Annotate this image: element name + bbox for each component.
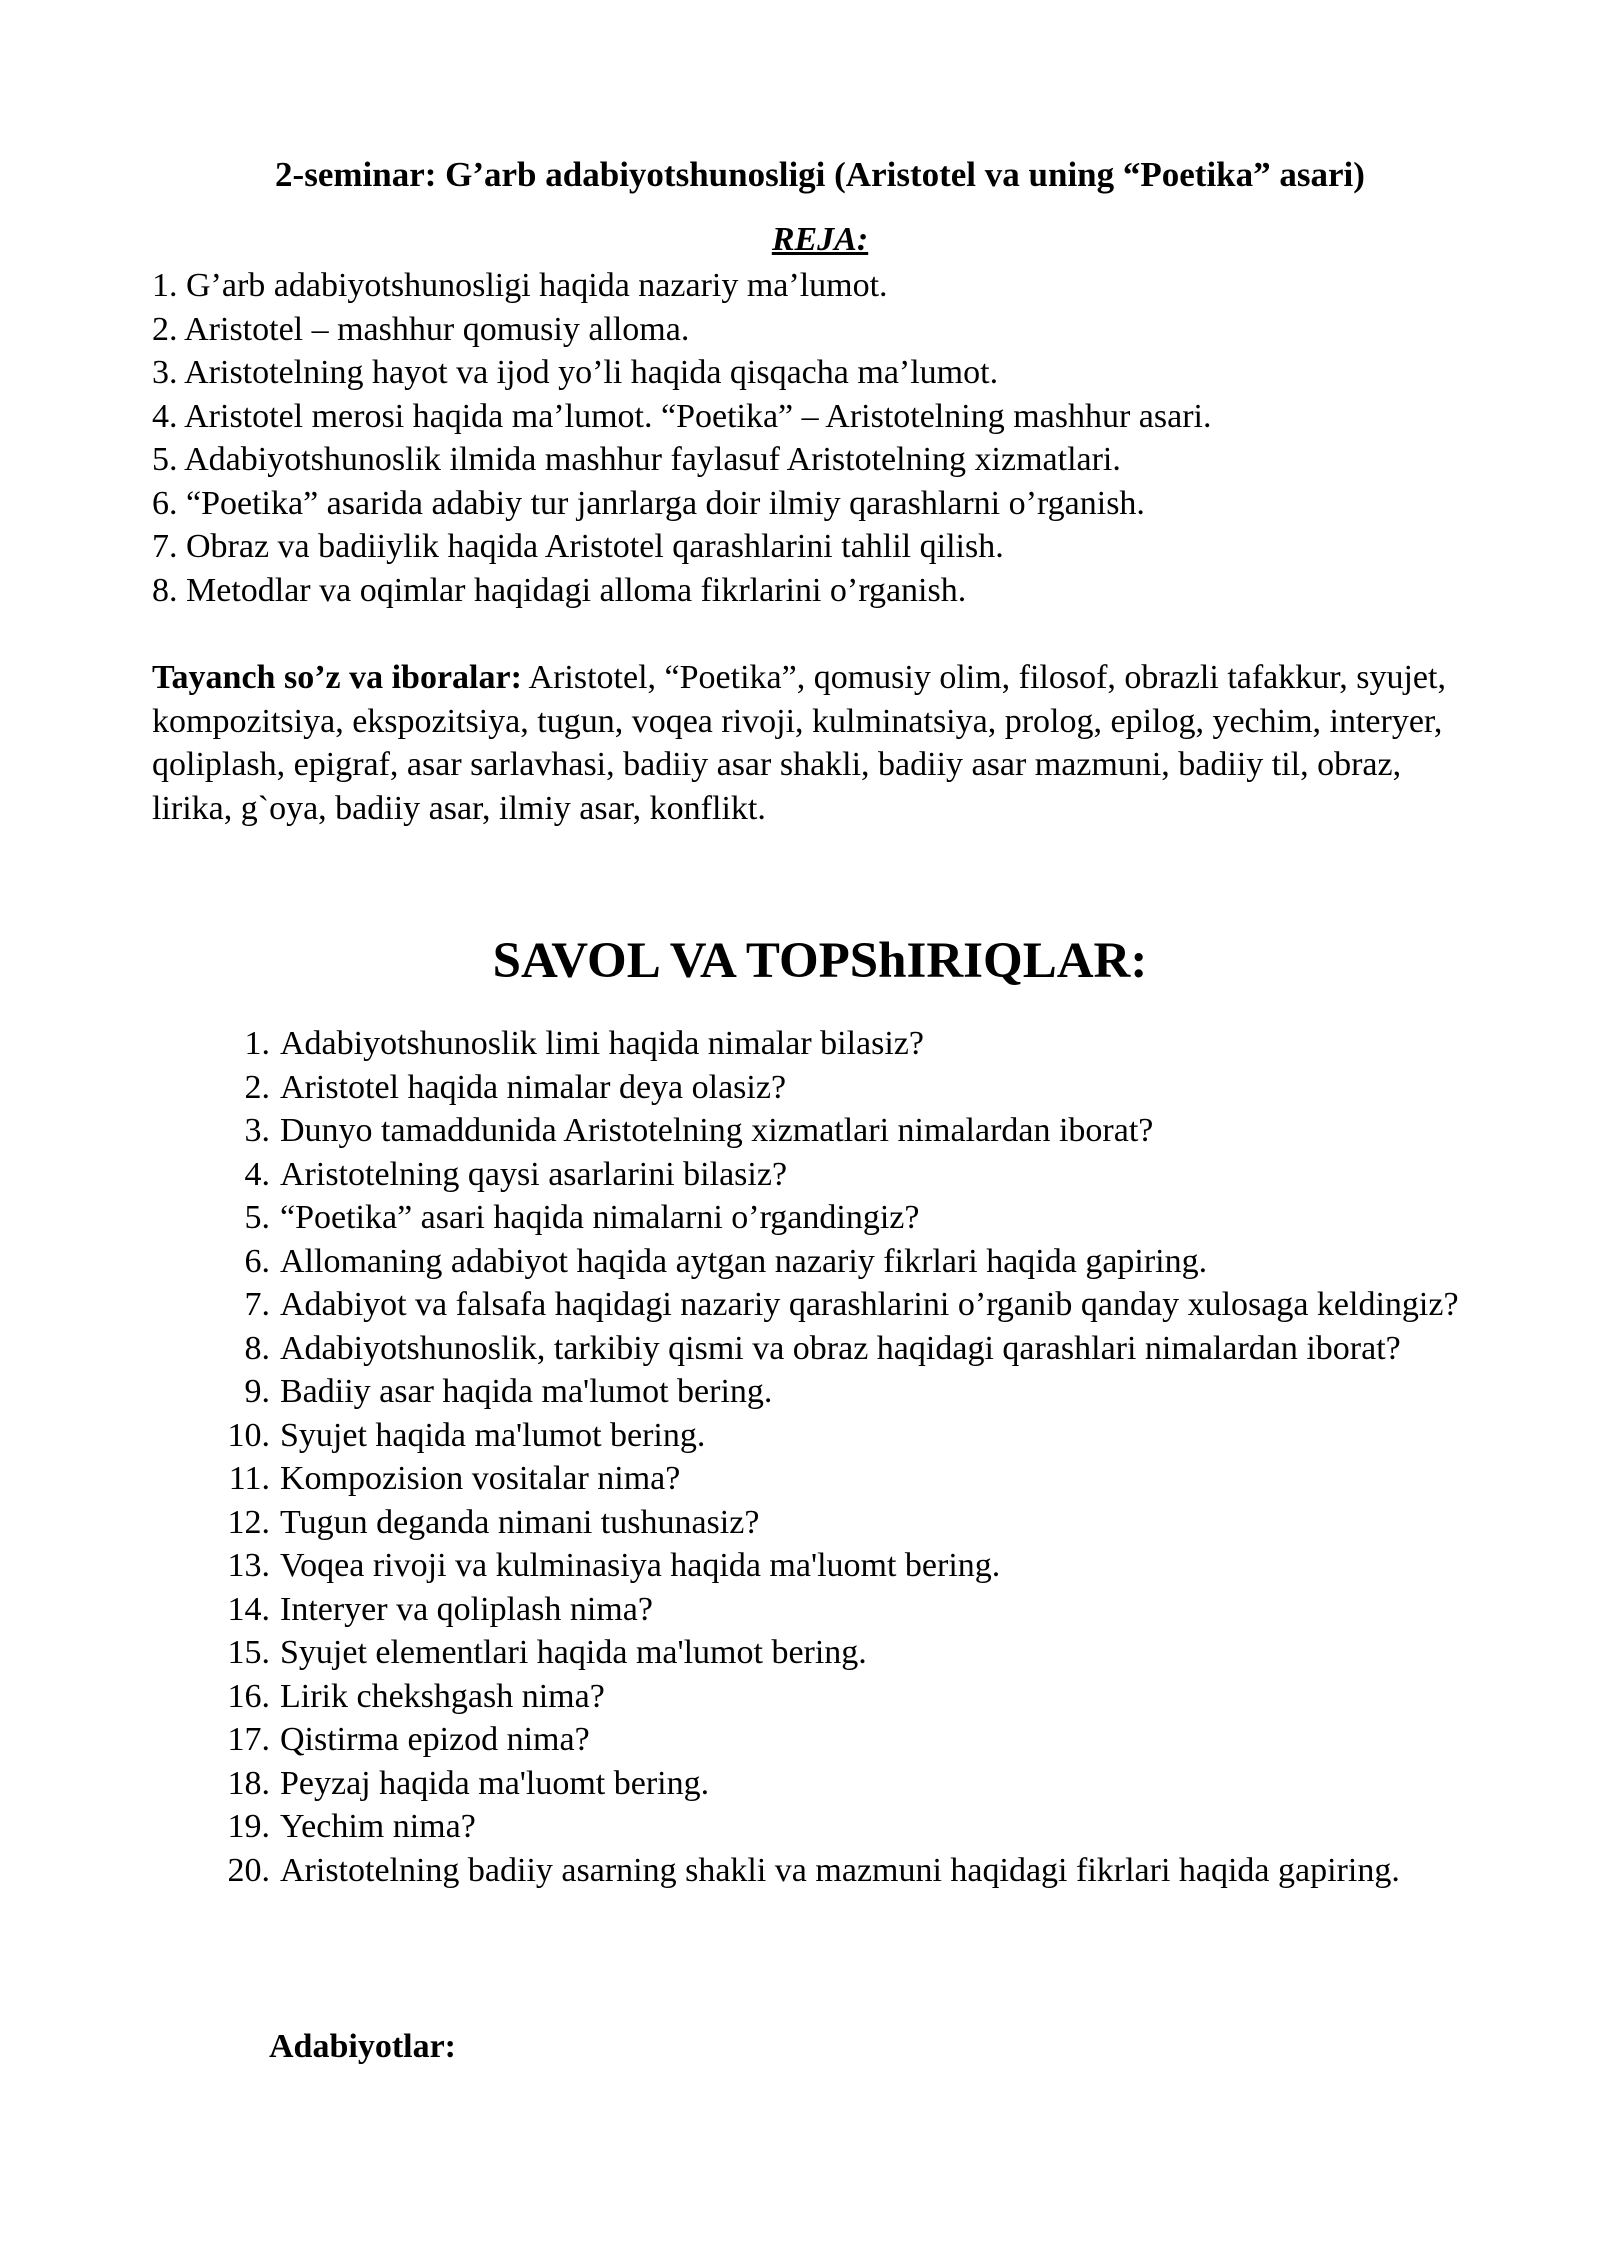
plan-item-text: G’arb adabiyotshunosligi haqida nazariy ma’lumot. <box>186 267 888 304</box>
task-text: Badiiy asar haqida ma'lumot bering. <box>280 1373 773 1410</box>
task-text: Voqea rivoji va kulminasiya haqida ma'luomt bering. <box>280 1547 1001 1584</box>
task-number: 14. <box>227 1590 270 1628</box>
plan-item <box>152 438 1211 482</box>
plan-item-number: 2. <box>152 310 178 348</box>
plan-item <box>152 351 1211 395</box>
plan-item-text: Aristotel – mashhur qomusiy alloma. <box>184 310 690 348</box>
plan-item <box>152 525 1211 569</box>
plan-item-text: “Poetika” asarida adabiy tur janrlarga doir ilmiy qarashlarni o’rganish. <box>186 484 1145 522</box>
task-text: Adabiyotshunoslik limi haqida nimalar bilasiz? <box>280 1025 924 1062</box>
plan-item-number: 1. <box>152 267 178 304</box>
plan-item-text: Adabiyotshunoslik ilmida mashhur faylasuf Aristotelning xizmatlari. <box>184 441 1121 478</box>
task-text: Dunyo tamaddunida Aristotelning xizmatlari nimalardan iborat? <box>280 1112 1154 1149</box>
plan-item <box>152 395 1211 439</box>
task-text: Adabiyot va falsafa haqidagi nazariy qarashlarini o’rganib qanday xulosaga keldingiz? <box>280 1286 1459 1323</box>
task-item <box>212 1718 1488 1762</box>
task-item <box>212 1544 1488 1588</box>
task-item <box>212 1414 1488 1458</box>
task-number: 19. <box>227 1808 270 1845</box>
task-text: Aristotelning qaysi asarlarini bilasiz? <box>280 1155 788 1193</box>
task-number: 5. <box>244 1199 270 1236</box>
task-number: 2. <box>244 1068 270 1106</box>
task-item <box>212 1501 1488 1545</box>
keywords-label: Tayanch so’z va iboralar: <box>152 659 522 696</box>
task-item <box>212 1066 1488 1110</box>
references-heading: Adabiyotlar: <box>269 2028 456 2065</box>
task-item <box>212 1196 1488 1240</box>
task-item <box>212 1457 1488 1501</box>
task-number: 11. <box>228 1460 270 1497</box>
keywords-text: Aristotel, “Poetika”, qomusiy olim, filosof, obrazli tafakkur, syujet, kompozitsiya, ekspozitsiya, tugun, voqea rivoji, kulminatsiya, prolog, epilog, yechim, interyer, qoliplash, epigraf, asar sarlavhasi, badiiy asar shakli, badiiy asar mazmuni, badiiy til, obraz, lirika, g`oya, badiiy asar, ilmiy asar, konflikt. <box>152 659 1446 827</box>
task-item <box>212 1327 1488 1371</box>
task-number: 1. <box>244 1025 270 1062</box>
task-number: 12. <box>227 1503 270 1541</box>
task-text: Qistirma epizod nima? <box>280 1721 590 1758</box>
task-number: 17. <box>227 1721 270 1758</box>
task-text: Adabiyotshunoslik, tarkibiy qismi va obraz haqidagi qarashlari nimalardan iborat? <box>280 1329 1401 1367</box>
plan-item <box>152 569 1211 613</box>
task-item <box>212 1631 1488 1675</box>
plan-item <box>152 308 1211 352</box>
document-title: 2-seminar: G’arb adabiyotshunosligi (Aristotel va uning “Poetika” asari) <box>275 155 1365 194</box>
tasks-heading: SAVOL VA TOPShIRIQLAR: <box>492 933 1148 989</box>
task-item <box>212 1370 1488 1414</box>
task-item <box>212 1153 1488 1197</box>
task-item <box>212 1240 1488 1284</box>
task-item <box>212 1283 1488 1327</box>
task-text: Syujet haqida ma'lumot bering. <box>280 1416 706 1454</box>
task-text: Syujet elementlari haqida ma'lumot bering. <box>280 1634 867 1671</box>
plan-list <box>152 264 1211 612</box>
plan-item-number: 5. <box>152 441 178 478</box>
task-number: 3. <box>244 1112 270 1149</box>
plan-item-number: 6. <box>152 484 178 522</box>
plan-item-number: 4. <box>152 397 178 435</box>
task-text: “Poetika” asari haqida nimalarni o’rgandingiz? <box>280 1199 920 1236</box>
task-text: Allomaning adabiyot haqida aytgan nazariy fikrlari haqida gapiring. <box>280 1242 1208 1280</box>
task-number: 20. <box>227 1851 270 1889</box>
task-number: 10. <box>227 1416 270 1454</box>
plan-item-number: 7. <box>152 528 178 565</box>
plan-item-number: 8. <box>152 571 178 609</box>
task-text: Aristotelning badiiy asarning shakli va mazmuni haqidagi fikrlari haqida gapiring. <box>280 1851 1400 1889</box>
keywords-paragraph <box>152 656 1488 830</box>
plan-heading: REJA: <box>771 221 869 258</box>
task-item <box>212 1675 1488 1719</box>
task-text: Lirik chekshgash nima? <box>280 1677 605 1715</box>
task-text: Interyer va qoliplash nima? <box>280 1590 653 1628</box>
task-number: 15. <box>227 1634 270 1671</box>
task-item <box>212 1805 1488 1849</box>
task-text: Kompozision vositalar nima? <box>280 1460 681 1497</box>
task-item <box>212 1588 1488 1632</box>
task-item <box>212 1022 1488 1066</box>
task-number: 16. <box>227 1677 270 1715</box>
task-text: Peyzaj haqida ma'luomt bering. <box>280 1764 710 1802</box>
task-number: 4. <box>244 1155 270 1193</box>
plan-item <box>152 482 1211 526</box>
plan-item <box>152 264 1211 308</box>
plan-item-text: Metodlar va oqimlar haqidagi alloma fikrlarini o’rganish. <box>186 571 967 609</box>
plan-item-text: Obraz va badiiylik haqida Aristotel qarashlarini tahlil qilish. <box>186 528 1004 565</box>
plan-item-number: 3. <box>152 354 178 391</box>
plan-item-text: Aristotelning hayot va ijod yo’li haqida qisqacha ma’lumot. <box>184 354 999 391</box>
task-item <box>212 1109 1488 1153</box>
task-number: 7. <box>244 1286 270 1323</box>
task-item <box>212 1849 1488 1893</box>
task-item <box>212 1762 1488 1806</box>
plan-item-text: Aristotel merosi haqida ma’lumot. “Poetika” – Aristotelning mashhur asari. <box>184 397 1212 435</box>
task-text: Aristotel haqida nimalar deya olasiz? <box>280 1068 787 1106</box>
task-number: 8. <box>244 1329 270 1367</box>
task-number: 18. <box>227 1764 270 1802</box>
task-number: 9. <box>244 1373 270 1410</box>
task-number: 13. <box>227 1547 270 1584</box>
task-text: Yechim nima? <box>280 1808 476 1845</box>
task-number: 6. <box>244 1242 270 1280</box>
task-text: Tugun deganda nimani tushunasiz? <box>280 1503 760 1541</box>
tasks-list <box>212 1022 1488 1892</box>
